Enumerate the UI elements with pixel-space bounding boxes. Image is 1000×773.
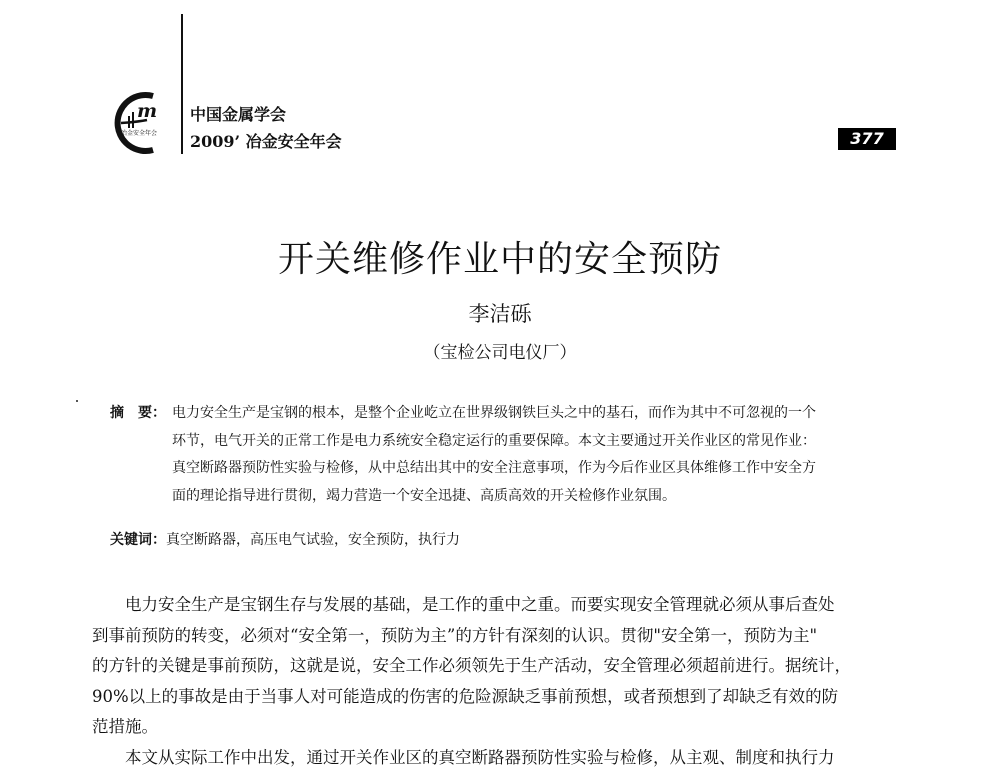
logo [107, 88, 181, 158]
body-line: 本文从实际工作中出发，通过开关作业区的真空断路器预防性实验与检修，从主观、制度和执行力 [92, 743, 904, 773]
csm-logo-icon [107, 88, 181, 158]
abstract-body [172, 400, 900, 510]
author-affiliation: （宝检公司电仪厂） [0, 341, 1000, 365]
page-number: 377 [838, 128, 896, 150]
society-name: 中国金属学会 [190, 101, 342, 128]
body-line: 90%以上的事故是由于当事人对可能造成的伤害的危险源缺乏事前预想，或者预想到了却缺乏有效的防 [92, 682, 904, 713]
svg-text:冶金安全年会: 冶金安全年会 [121, 129, 157, 137]
keywords-label: 关键词： [110, 532, 166, 548]
keywords-text: 真空断路器，高压电气试验，安全预防，执行力 [166, 532, 460, 548]
abstract-line: 面的理论指导进行贯彻，竭力营造一个安全迅捷、高质高效的开关检修作业氛围。 [172, 483, 900, 511]
paper-title: 开关维修作业中的安全预防 [0, 237, 1000, 283]
body-line: 的方针的关键是事前预防，这就是说，安全工作必须领先于生产活动，安全管理必须超前进行。据统计， [92, 651, 904, 682]
conference-name: 2009’ 冶金安全年会 [190, 128, 342, 155]
author-name: 李洁砾 [0, 300, 1000, 328]
svg-text:m: m [137, 100, 157, 122]
abstract-label: 摘 要： [110, 400, 172, 428]
body-line: 电力安全生产是宝钢生存与发展的基础，是工作的重中之重。而要实现安全管理就必须从事后查处 [92, 590, 904, 621]
conference-header [190, 101, 342, 155]
abstract-line: 电力安全生产是宝钢的根本，是整个企业屹立在世界级钢铁巨头之中的基石，而作为其中不可忽视的一个 [172, 400, 900, 428]
abstract-line: 环节，电气开关的正常工作是电力系统安全稳定运行的重要保障。本文主要通过开关作业区的常见作业： [172, 428, 900, 456]
keywords [110, 526, 460, 554]
abstract [110, 400, 900, 510]
header-divider-line [181, 14, 183, 154]
abstract-line: 真空断路器预防性实验与检修，从中总结出其中的安全注意事项，作为今后作业区具体维修工作中安全方 [172, 455, 900, 483]
body-text [92, 590, 904, 773]
body-line: 到事前预防的转变，必须对“安全第一，预防为主”的方针有深刻的认识。贯彻"安全第一，预防为主" [92, 621, 904, 652]
body-line: 范措施。 [92, 712, 904, 743]
scan-speck [76, 400, 78, 402]
